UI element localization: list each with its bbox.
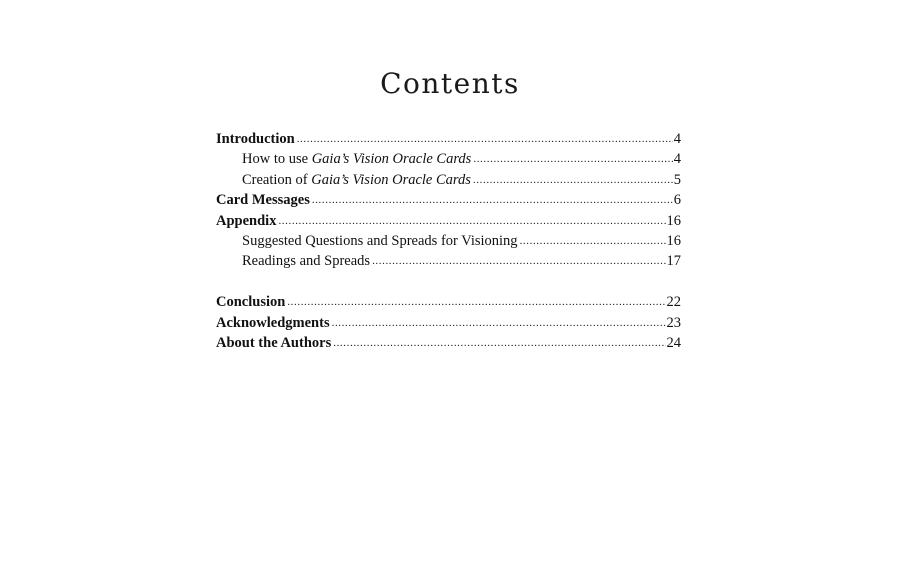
toc-entry-label: How to use Gaia’s Vision Oracle Cards [242, 151, 472, 168]
dot-leader [297, 129, 673, 149]
dot-leader [312, 190, 673, 210]
toc-entry-readings-and-spreads[interactable] [216, 251, 681, 271]
dot-leader [278, 211, 665, 231]
toc-page-number: 5 [673, 171, 681, 188]
dot-leader [287, 292, 665, 312]
toc-page-number: 17 [666, 253, 681, 270]
book-title-italic: Gaia’s Vision Oracle Cards [311, 171, 471, 188]
dot-leader [333, 333, 665, 353]
dot-leader [332, 313, 666, 333]
toc-entry-label: Suggested Questions and Spreads for Visioning [242, 232, 518, 249]
dot-leader [473, 149, 672, 169]
toc-entry-acknowledgments[interactable] [216, 313, 681, 333]
toc-entry-about-the-authors[interactable] [216, 333, 681, 353]
toc-entry-label: Appendix [216, 212, 277, 229]
toc-page-number: 4 [673, 131, 681, 147]
toc-page-number: 24 [666, 334, 681, 351]
toc-entry-suggested-questions[interactable] [216, 231, 681, 251]
toc-entry-introduction[interactable] [216, 129, 681, 149]
dot-leader [372, 251, 665, 271]
toc-page-number: 6 [673, 192, 681, 209]
table-of-contents [216, 129, 681, 353]
toc-page-number: 23 [666, 314, 681, 331]
toc-entry-card-messages[interactable] [216, 190, 681, 210]
toc-entry-label: Card Messages [216, 192, 310, 209]
toc-entry-label: Conclusion [216, 294, 286, 311]
dot-leader [473, 170, 673, 190]
book-title-italic: Gaia’s Vision Oracle Cards [311, 151, 472, 168]
toc-entry-label: Introduction [216, 131, 295, 147]
toc-entry-label: About the Authors [216, 334, 332, 351]
toc-entry-label: Acknowledgments [216, 314, 330, 331]
toc-page-number: 16 [666, 232, 681, 249]
toc-entry-label: Readings and Spreads [242, 253, 371, 270]
toc-page-number: 22 [666, 294, 681, 311]
toc-entry-how-to-use[interactable] [216, 149, 681, 169]
toc-page-number: 4 [673, 151, 681, 168]
toc-page-number: 16 [666, 212, 681, 229]
toc-entry-label: Creation of Gaia’s Vision Oracle Cards [242, 171, 471, 188]
toc-entry-conclusion[interactable] [216, 292, 681, 312]
dot-leader [520, 231, 666, 251]
toc-entry-creation-of[interactable] [216, 170, 681, 190]
toc-entry-appendix[interactable] [216, 211, 681, 231]
page-title: Contents [380, 66, 520, 100]
